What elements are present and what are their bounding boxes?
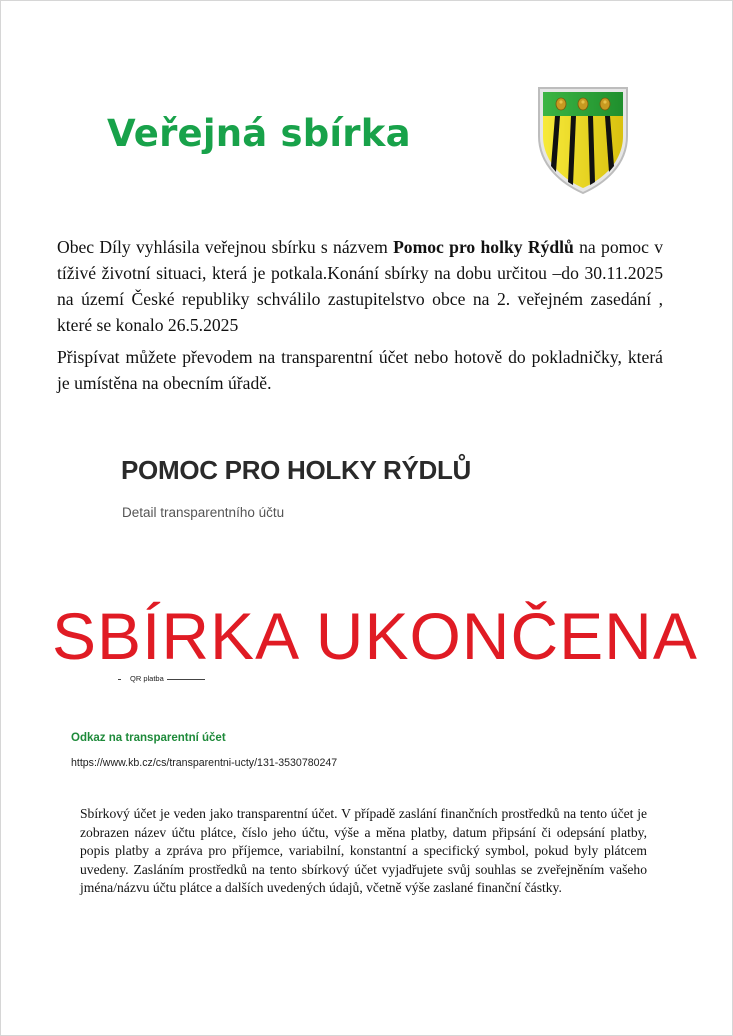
transparent-account-link-label: Odkaz na transparentní účet <box>71 732 226 744</box>
account-title: POMOC PRO HOLKY RÝDLŮ <box>121 455 472 485</box>
qr-divider-dot <box>118 679 121 680</box>
municipal-crest-icon <box>533 84 631 196</box>
account-subtitle: Detail transparentního účtu <box>122 505 285 520</box>
intro-p1-start: Obec Díly vyhlásila veřejnou sbírku s názvem <box>57 237 394 257</box>
account-disclaimer: Sbírkový účet je veden jako transparentní účet. V případě zaslání finančních prostředků na tento účet je zobrazen název účtu plátce, číslo jeho účtu, výše a měna platby, datum připsání či odepsání platby, popis platby a zpráva pro příjemce, variabilní, konstantní a specifický symbol, pokud byly plátcem uvedeny. Zasláním prostředků na tento sbírkový účet vyjadřujete svůj souhlas se zveřejněním vašeho jména/názvu účtu plátce a dalších uvedených údajů, včetně výše zaslané finanční částky. <box>80 806 647 896</box>
intro-text <box>57 234 663 402</box>
qr-divider-line <box>167 679 205 680</box>
qr-payment-label: QR platba <box>130 674 164 683</box>
transparent-account-link[interactable]: https://www.kb.cz/cs/transparentni-ucty/131-3530780247 <box>71 757 338 769</box>
collection-name: Pomoc pro holky Rýdlů <box>393 237 574 257</box>
page-title: Veřejná sbírka <box>107 112 411 155</box>
collection-closed-banner: SBÍRKA UKONČENA <box>52 599 698 673</box>
intro-paragraph-2: Přispívat můžete převodem na transparentní účet nebo hotově do pokladničky, která je umístěna na obecním úřadě. <box>57 347 663 393</box>
intro-p1-end: na pomoc v tíživé životní situaci, která je potkala.Konání sbírky na dobu určitou –do 30.11.2025 na území České republiky schválilo zastupitelstvo obce na 2. veřejném zasedání , které se konalo 26.5.2025 <box>57 237 663 335</box>
intro-paragraph-1 <box>57 234 663 338</box>
